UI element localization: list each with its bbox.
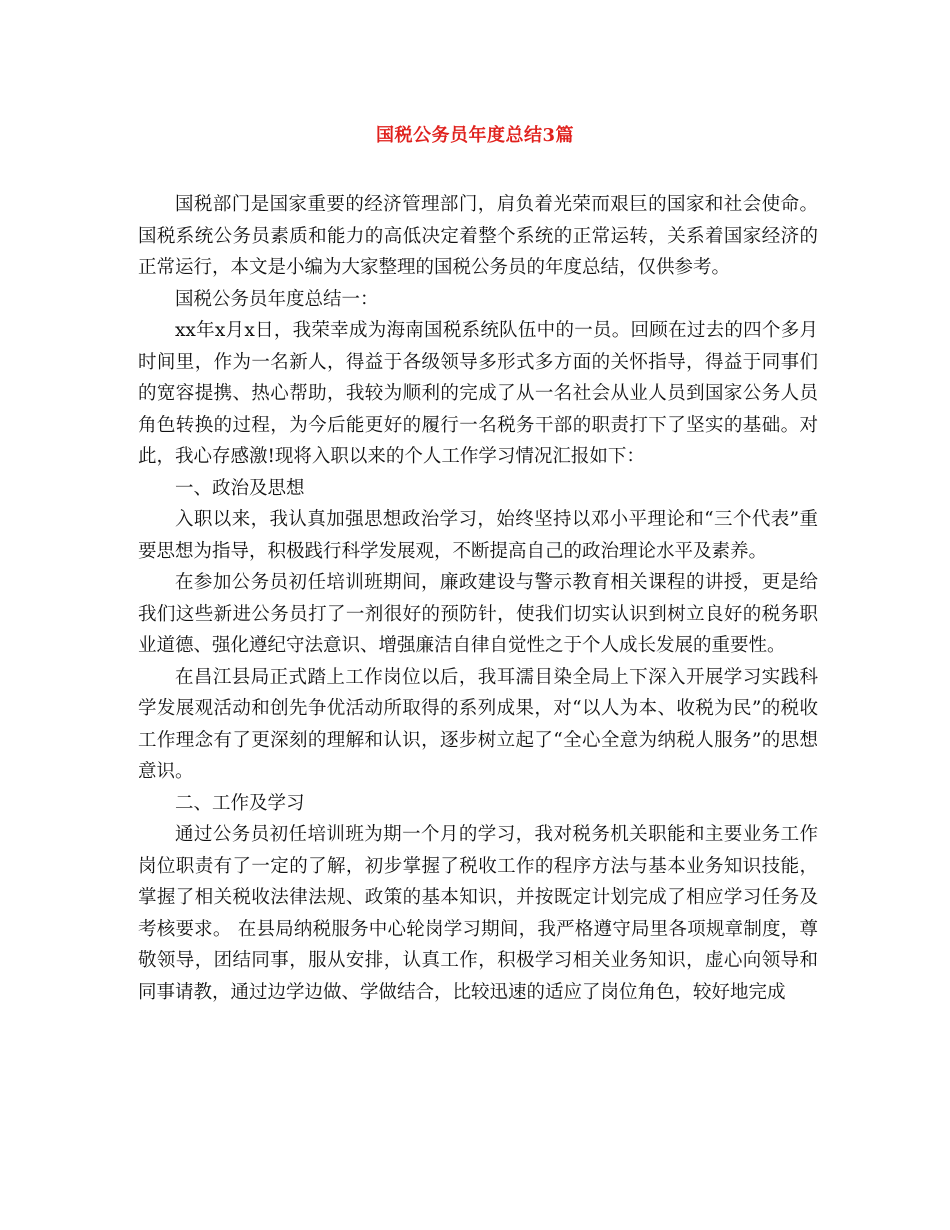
section-heading-politics: 一、政治及思想 — [175, 477, 305, 499]
document-body — [138, 189, 818, 1008]
paragraph-intro: 国税部门是国家重要的经济管理部门，肩负着光荣而艰巨的国家和社会使命。国税系统公务员素质和能力的高低决定着整个系统的正常运转，关系着国家经济的正常运行，本文是小编为大家整理的国税公务员的年度总结，仅供参考。 — [138, 194, 818, 278]
paragraph-overview: xx年x月x日，我荣幸成为海南国税系统队伍中的一员。回顾在过去的四个多月时间里，作为一名新人，得益于各级领导多形式多方面的关怀指导，得益于同事们的宽容提携、热心帮助，我较为顺利的完成了从一名社会从业人员到国家公务人员角色转换的过程，为今后能更好的履行一名税务干部的职责打下了坚实的基础。对此，我心存感激!现将入职以来的个人工作学习情况汇报如下： — [138, 320, 818, 467]
document-title: 国税公务员年度总结3篇 — [375, 125, 575, 146]
paragraph-changjiang: 在昌江县局正式踏上工作岗位以后，我耳濡目染全局上下深入开展学习实践科学发展观活动和创先争优活动所取得的系列成果，对“以人为本、收税为民”的税收工作理念有了更深刻的理解和认识，逐步树立起了“全心全意为纳税人服务”的思想意识。 — [138, 666, 818, 782]
section-heading-work: 二、工作及学习 — [175, 792, 305, 814]
paragraph-training: 在参加公务员初任培训班期间，廉政建设与警示教育相关课程的讲授，更是给我们这些新进公务员打了一剂很好的预防针，使我们切实认识到树立良好的税务职业道德、强化遵纪守法意识、增强廉洁自律自觉性之于个人成长发展的重要性。 — [138, 572, 818, 656]
paragraph-politics-study: 入职以来，我认真加强思想政治学习，始终坚持以邓小平理论和“三个代表”重要思想为指导，积极践行科学发展观，不断提高自己的政治理论水平及素养。 — [138, 509, 818, 562]
section-heading-summary-one: 国税公务员年度总结一： — [175, 288, 379, 310]
paragraph-work-study: 通过公务员初任培训班为期一个月的学习，我对税务机关职能和主要业务工作岗位职责有了一定的了解，初步掌握了税收工作的程序方法与基本业务知识技能，掌握了相关税收法律法规、政策的基本知识，并按既定计划完成了相应学习任务及考核要求。 在县局纳税服务中心轮岗学习期间，我严格遵守局里各项规章制度，尊敬领导，团结同事，服从安排，认真工作，积极学习相关业务知识，虚心向领导和同事请教，通过边学边做、学做结合，比较迅速的适应了岗位角色，较好地完成 — [138, 824, 818, 1003]
